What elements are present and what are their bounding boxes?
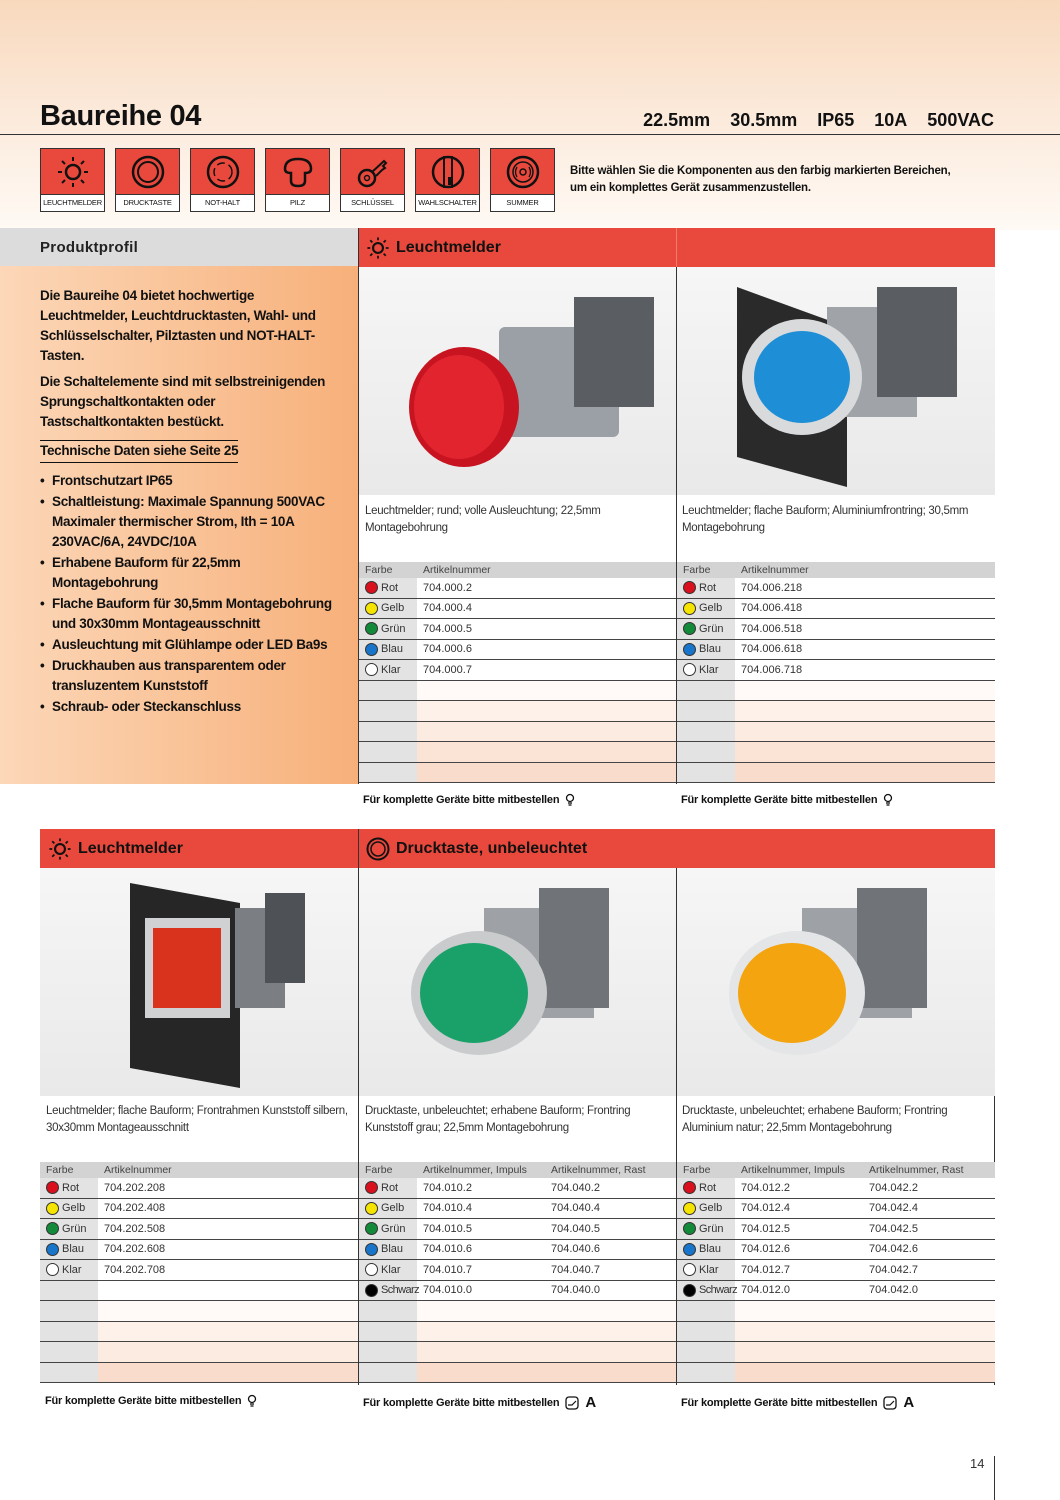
product-photo-red-round bbox=[359, 267, 676, 495]
product-photo-yellow-pushbutton bbox=[677, 868, 995, 1096]
color-dot-red-icon bbox=[365, 1181, 378, 1194]
bullet-item: • Erhabene Bauform für 22,5mm Montagebohrung bbox=[40, 553, 342, 593]
table-row-empty bbox=[359, 701, 676, 722]
contact-element-icon bbox=[565, 1396, 579, 1410]
mushroom-icon bbox=[266, 149, 329, 195]
table-row-empty bbox=[40, 1301, 358, 1322]
buzzer-icon bbox=[491, 149, 554, 195]
sun-lamp-icon bbox=[41, 149, 104, 195]
color-dot-red-icon bbox=[683, 581, 696, 594]
table-row: Klar 704.010.7 704.040.7 bbox=[359, 1260, 676, 1281]
table-row-empty bbox=[677, 1301, 995, 1322]
color-dot-clear-icon bbox=[365, 663, 378, 676]
bullet-item: • Frontschutzart IP65 bbox=[40, 471, 342, 491]
table-row: Blau 704.010.6 704.040.6 bbox=[359, 1240, 676, 1261]
lamp-bulb-icon bbox=[883, 793, 893, 806]
table-row-empty bbox=[677, 722, 995, 743]
contact-type-letter: A bbox=[903, 1394, 914, 1411]
table-row: Gelb 704.006.418 bbox=[677, 599, 995, 620]
color-dot-black-icon bbox=[683, 1284, 696, 1297]
product-profile-panel bbox=[0, 228, 358, 784]
bullet-item: • Schraub- oder Steckanschluss bbox=[40, 697, 342, 717]
table-row-empty bbox=[40, 1281, 358, 1302]
table-row-empty bbox=[359, 722, 676, 743]
table-row-empty bbox=[359, 1301, 676, 1322]
section-header-drucktaste: Drucktaste, unbeleuchtet bbox=[358, 829, 995, 868]
order-note: Für komplette Geräte bitte mitbestellen bbox=[45, 1394, 257, 1407]
contact-element-icon bbox=[883, 1396, 897, 1410]
product-description: Drucktaste, unbeleuchtet; erhabene Bauform; Frontring Kunststoff grau; 22,5mm Montagebohrung bbox=[365, 1105, 631, 1134]
profile-heading: Produktprofil bbox=[0, 228, 358, 266]
table-row: Blau 704.012.6 704.042.6 bbox=[677, 1240, 995, 1261]
spec-item: 10A bbox=[874, 110, 908, 130]
category-icons bbox=[40, 148, 555, 212]
table-row-empty bbox=[359, 763, 676, 784]
table-row-empty bbox=[40, 1342, 358, 1363]
table-row-empty bbox=[359, 681, 676, 702]
color-dot-yellow-icon bbox=[365, 602, 378, 615]
divider bbox=[676, 228, 677, 267]
table-row: Schwarz 704.012.0 704.042.0 bbox=[677, 1281, 995, 1302]
color-dot-yellow-icon bbox=[365, 1202, 378, 1215]
table-row: Klar 704.006.718 bbox=[677, 660, 995, 681]
table-row-empty bbox=[677, 701, 995, 722]
table-row: Rot 704.000.2 bbox=[359, 578, 676, 599]
profile-paragraph: Die Schaltelemente sind mit selbstreinigenden Sprungschaltkontakten oder Tastschaltkontakten bestückt. bbox=[40, 374, 326, 429]
sun-lamp-icon bbox=[366, 236, 390, 260]
table-row: Rot 704.006.218 bbox=[677, 578, 995, 599]
table-row: Schwarz 704.010.0 704.040.0 bbox=[359, 1281, 676, 1302]
section-header-leuchtmelder: Leuchtmelder bbox=[40, 829, 358, 868]
color-dot-clear-icon bbox=[46, 1263, 59, 1276]
category-drucktaste[interactable]: DRUCKTASTE bbox=[115, 148, 180, 212]
double-ring-icon bbox=[366, 837, 390, 861]
table-row: Grün 704.010.5 704.040.5 bbox=[359, 1219, 676, 1240]
table-row: Klar 704.000.7 bbox=[359, 660, 676, 681]
color-dot-blue-icon bbox=[683, 643, 696, 656]
article-table: Farbe Artikelnummer Rot 704.006.218 Gelb 704.006.418 Grün 704.006.518 Blau 704.006.618 Klar 704.006.718 bbox=[677, 562, 995, 783]
color-dot-blue-icon bbox=[365, 1243, 378, 1256]
table-row-empty bbox=[359, 1342, 676, 1363]
lamp-bulb-icon bbox=[565, 793, 575, 806]
table-row: Gelb 704.012.4 704.042.4 bbox=[677, 1199, 995, 1220]
table-row: Gelb 704.010.4 704.040.4 bbox=[359, 1199, 676, 1220]
color-dot-yellow-icon bbox=[683, 1202, 696, 1215]
table-row-empty bbox=[677, 742, 995, 763]
table-row-empty bbox=[677, 1363, 995, 1384]
order-note: Für komplette Geräte bitte mitbestellen A bbox=[681, 1394, 914, 1411]
table-row: Blau 704.000.6 bbox=[359, 640, 676, 661]
bullet-item: • Flache Bauform für 30,5mm Montagebohrung und 30x30mm Montageausschnitt bbox=[40, 594, 342, 634]
contact-type-letter: A bbox=[585, 1394, 596, 1411]
table-row: Rot 704.012.2 704.042.2 bbox=[677, 1178, 995, 1199]
table-row: Klar 704.012.7 704.042.7 bbox=[677, 1260, 995, 1281]
intro-text: Bitte wählen Sie die Komponenten aus den farbig markierten Bereichen, um ein komplettes Gerät zusammenzustellen. bbox=[570, 165, 951, 194]
color-dot-blue-icon bbox=[46, 1243, 59, 1256]
selector-icon bbox=[416, 149, 479, 195]
table-row: Rot 704.202.208 bbox=[40, 1178, 358, 1199]
color-dot-clear-icon bbox=[683, 1263, 696, 1276]
table-row: Rot 704.010.2 704.040.2 bbox=[359, 1178, 676, 1199]
profile-paragraph: Die Baureihe 04 bietet hochwertige Leuchtmelder, Leuchtdrucktasten, Wahl- und Schlüsselschalter, Pilztasten und NOT-HALT-Tasten. bbox=[40, 288, 316, 363]
table-row-empty bbox=[359, 1322, 676, 1343]
color-dot-green-icon bbox=[365, 622, 378, 635]
table-row-empty bbox=[677, 681, 995, 702]
color-dot-green-icon bbox=[683, 622, 696, 635]
title-divider bbox=[0, 134, 1060, 135]
section-header-leuchtmelder: Leuchtmelder bbox=[358, 228, 995, 267]
category-leuchtmelder[interactable]: LEUCHTMELDER bbox=[40, 148, 105, 212]
color-dot-clear-icon bbox=[365, 1263, 378, 1276]
color-dot-red-icon bbox=[365, 581, 378, 594]
order-note: Für komplette Geräte bitte mitbestellen bbox=[681, 793, 893, 806]
order-note: Für komplette Geräte bitte mitbestellen A bbox=[363, 1394, 596, 1411]
order-note: Für komplette Geräte bitte mitbestellen bbox=[363, 793, 575, 806]
spec-item: 30.5mm bbox=[730, 110, 798, 130]
table-row: Gelb 704.000.4 bbox=[359, 599, 676, 620]
lamp-bulb-icon bbox=[247, 1394, 257, 1407]
table-row: Blau 704.006.618 bbox=[677, 640, 995, 661]
bullet-item: • Schaltleistung: Maximale Spannung 500VAC Maximaler thermischer Strom, Ith = 10A 230VAC/6A, 24VDC/10A bbox=[40, 492, 342, 552]
sun-lamp-icon bbox=[48, 837, 72, 861]
product-description: Leuchtmelder; flache Bauform; Aluminiumfrontring; 30,5mm Montagebohrung bbox=[682, 505, 969, 534]
color-dot-red-icon bbox=[683, 1181, 696, 1194]
category-summer[interactable]: SUMMER bbox=[490, 148, 555, 212]
product-photo-green-pushbutton bbox=[359, 868, 676, 1096]
table-row: Gelb 704.202.408 bbox=[40, 1199, 358, 1220]
table-row: Grün 704.006.518 bbox=[677, 619, 995, 640]
product-description: Leuchtmelder; rund; volle Ausleuchtung; 22,5mm Montagebohrung bbox=[365, 505, 601, 534]
color-dot-green-icon bbox=[683, 1222, 696, 1235]
product-description: Drucktaste, unbeleuchtet; erhabene Bauform; Frontring Aluminium natur; 22,5mm Montagebohrung bbox=[682, 1105, 948, 1134]
color-dot-green-icon bbox=[46, 1222, 59, 1235]
table-row: Klar 704.202.708 bbox=[40, 1260, 358, 1281]
article-table: Farbe Artikelnummer Rot 704.000.2 Gelb 704.000.4 Grün 704.000.5 Blau 704.000.6 Klar 704.000.7 bbox=[359, 562, 676, 783]
category-not-halt[interactable]: NOT-HALT bbox=[190, 148, 255, 212]
table-row-empty bbox=[677, 1322, 995, 1343]
table-row-empty bbox=[359, 1363, 676, 1384]
table-row: Blau 704.202.608 bbox=[40, 1240, 358, 1261]
product-description: Leuchtmelder; flache Bauform; Frontrahmen Kunststoff silbern, 30x30mm Montageausschnitt bbox=[46, 1105, 348, 1134]
table-row-empty bbox=[677, 763, 995, 784]
page-title: Baureihe 04 bbox=[40, 100, 202, 132]
color-dot-yellow-icon bbox=[46, 1202, 59, 1215]
profile-bullets bbox=[40, 471, 342, 717]
table-row-empty bbox=[40, 1363, 358, 1384]
table-row-empty bbox=[40, 1322, 358, 1343]
bullet-item: • Druckhauben aus transparentem oder transluzentem Kunststoff bbox=[40, 656, 342, 696]
table-row: Grün 704.012.5 704.042.5 bbox=[677, 1219, 995, 1240]
rotating-ring-icon bbox=[191, 149, 254, 195]
article-table: Farbe Artikelnummer, Impuls Artikelnummer, Rast Rot 704.012.2 704.042.2 Gelb 704.012.4 704.042.4 Grün 704.012.5 704.042.5 Blau 704.012.6 704.042.6 Klar 704.012.7 704.042.7 Schwarz 704.012.0 704.042.0 bbox=[677, 1162, 995, 1383]
table-row: Grün 704.202.508 bbox=[40, 1219, 358, 1240]
category-schluessel[interactable]: SCHLÜSSEL bbox=[340, 148, 405, 212]
spec-strip bbox=[643, 110, 994, 131]
article-table: Farbe Artikelnummer Rot 704.202.208 Gelb 704.202.408 Grün 704.202.508 Blau 704.202.608 Klar 704.202.708 bbox=[40, 1162, 358, 1383]
key-icon bbox=[341, 149, 404, 195]
color-dot-red-icon bbox=[46, 1181, 59, 1194]
product-photo-blue-flat bbox=[677, 267, 995, 495]
spec-item: 22.5mm bbox=[643, 110, 711, 130]
spec-item: 500VAC bbox=[927, 110, 994, 130]
category-wahlschalter[interactable]: WAHLSCHALTER bbox=[415, 148, 480, 212]
bullet-item: • Ausleuchtung mit Glühlampe oder LED Ba9s bbox=[40, 635, 342, 655]
page-number: 14 bbox=[970, 1456, 985, 1471]
color-dot-blue-icon bbox=[365, 643, 378, 656]
color-dot-clear-icon bbox=[683, 663, 696, 676]
color-dot-blue-icon bbox=[683, 1243, 696, 1256]
table-row: Grün 704.000.5 bbox=[359, 619, 676, 640]
category-pilz[interactable]: PILZ bbox=[265, 148, 330, 212]
double-ring-icon bbox=[116, 149, 179, 195]
spec-item: IP65 bbox=[817, 110, 855, 130]
table-row-empty bbox=[359, 742, 676, 763]
article-table: Farbe Artikelnummer, Impuls Artikelnummer, Rast Rot 704.010.2 704.040.2 Gelb 704.010.4 704.040.4 Grün 704.010.5 704.040.5 Blau 704.010.6 704.040.6 Klar 704.010.7 704.040.7 Schwarz 704.010.0 704.040.0 bbox=[359, 1162, 676, 1383]
color-dot-yellow-icon bbox=[683, 602, 696, 615]
tech-data-link[interactable]: Technische Daten siehe Seite 25 bbox=[40, 440, 238, 463]
table-row-empty bbox=[677, 1342, 995, 1363]
color-dot-green-icon bbox=[365, 1222, 378, 1235]
product-photo-red-square bbox=[40, 868, 358, 1096]
page-number-rule bbox=[994, 1456, 995, 1500]
color-dot-black-icon bbox=[365, 1284, 378, 1297]
